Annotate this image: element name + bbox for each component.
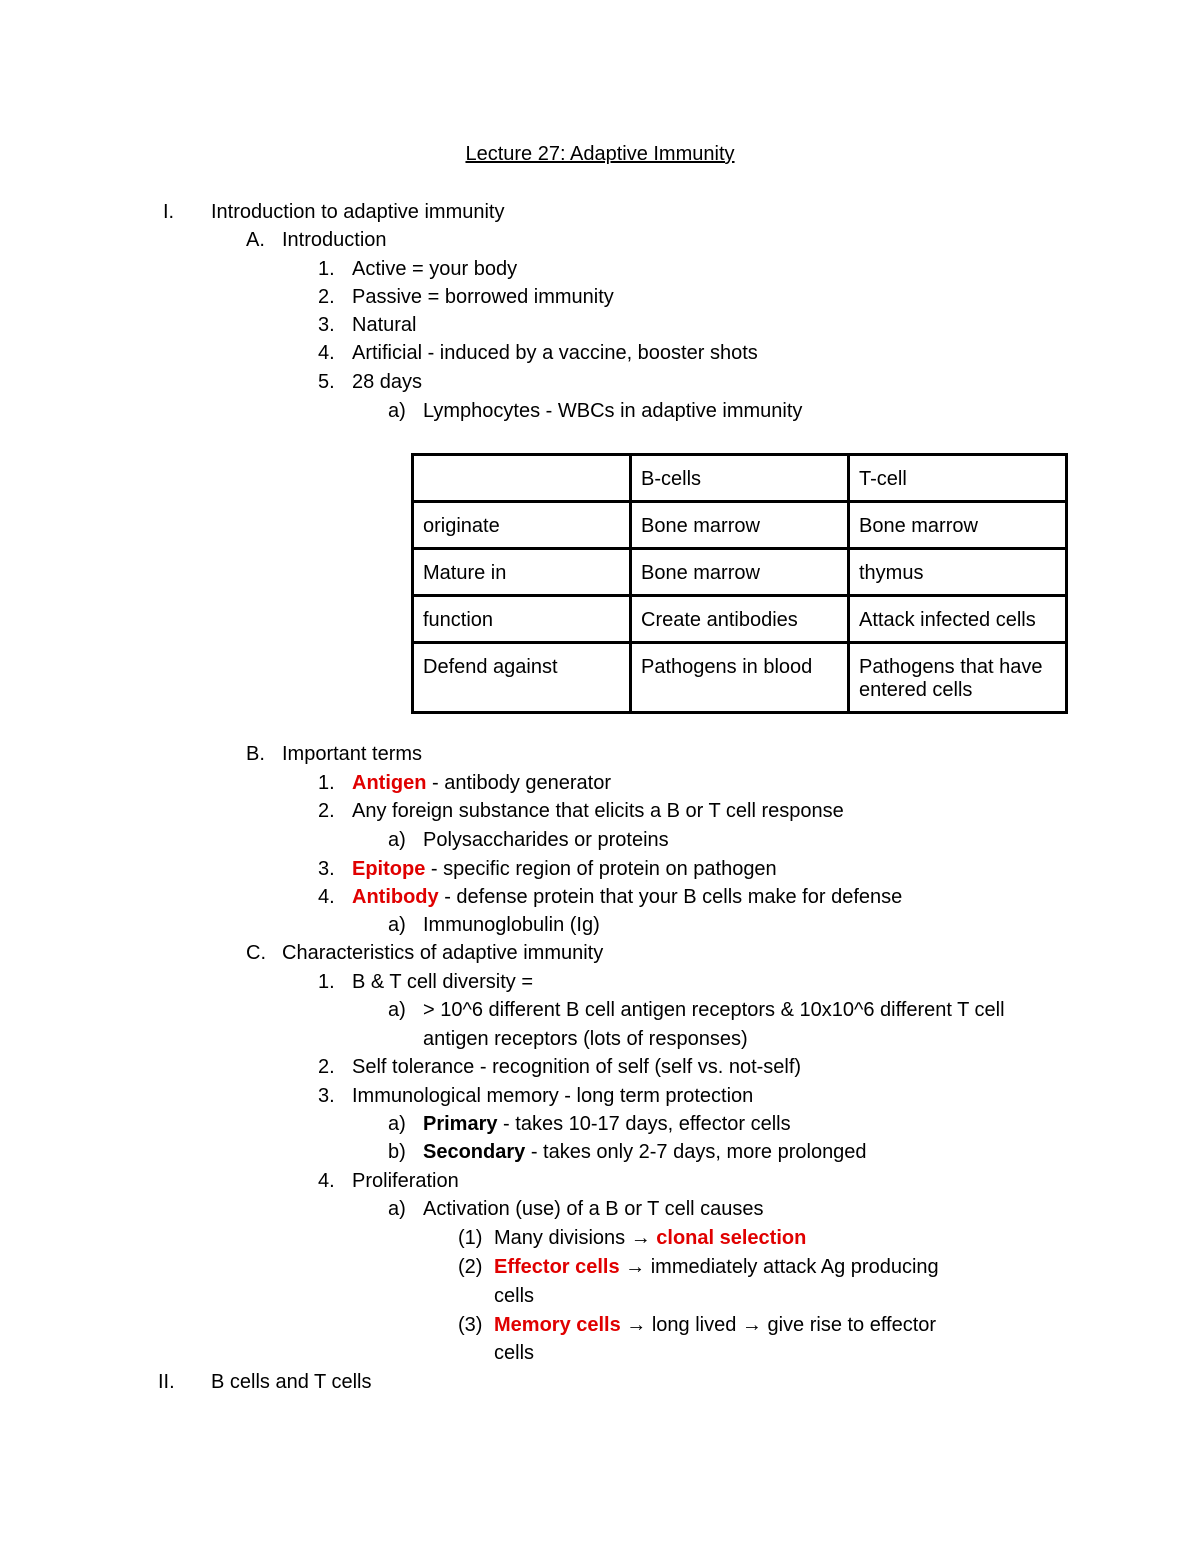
outline-number: 1. <box>318 772 335 794</box>
outline-number: (3) <box>458 1314 483 1336</box>
table-row <box>413 549 1067 596</box>
outline-number: 3. <box>318 858 335 880</box>
table-cell: Bone marrow <box>631 502 849 549</box>
outline-item: Immunological memory - long term protection <box>352 1085 754 1107</box>
outline-item: Lymphocytes - WBCs in adaptive immunity <box>423 400 803 422</box>
outline-number: 2. <box>318 800 335 822</box>
table-row <box>413 596 1067 643</box>
outline-item <box>352 771 611 795</box>
outline-number: A. <box>246 229 265 251</box>
table-cell: Defend against <box>413 643 631 713</box>
key-term: Primary <box>423 1113 498 1135</box>
outline-item: Activation (use) of a B or T cell causes <box>423 1198 764 1220</box>
outline-item: Self tolerance - recognition of self (self vs. not-self) <box>352 1056 802 1078</box>
table-cell: Mature in <box>413 549 631 596</box>
outline-number: 5. <box>318 371 335 393</box>
outline-number: 1. <box>318 971 335 993</box>
outline-number: a) <box>388 1198 406 1220</box>
key-term: Secondary <box>423 1141 526 1163</box>
outline-item: > 10^6 different B cell antigen receptors & 10x10^6 different T cell <box>423 999 1005 1021</box>
key-term: Memory cells <box>494 1314 621 1336</box>
outline-number: 4. <box>318 886 335 908</box>
table-header-row <box>413 455 1067 502</box>
outline-number: B. <box>246 743 265 765</box>
key-term: Antibody <box>352 886 439 908</box>
table-cell: Pathogens that have entered cells <box>849 643 1067 713</box>
table-cell: Bone marrow <box>631 549 849 596</box>
outline-subheading: Introduction <box>282 229 387 251</box>
outline-item: Passive = borrowed immunity <box>352 286 614 308</box>
key-term: Effector cells <box>494 1256 620 1278</box>
outline-number: (1) <box>458 1227 483 1249</box>
outline-number: a) <box>388 829 406 851</box>
outline-number: C. <box>246 942 266 964</box>
table-cell: originate <box>413 502 631 549</box>
outline-item: Artificial - induced by a vaccine, booster shots <box>352 342 758 364</box>
outline-item: Polysaccharides or proteins <box>423 829 669 851</box>
term-definition: - antibody generator <box>426 772 611 794</box>
table-header-cell <box>413 455 631 502</box>
outline-number: b) <box>388 1141 406 1163</box>
table-cell: Bone marrow <box>849 502 1067 549</box>
outline-number: (2) <box>458 1256 483 1278</box>
page-title: Lecture 27: Adaptive Immunity <box>465 143 735 165</box>
outline-number: 3. <box>318 314 335 336</box>
table-cell: Attack infected cells <box>849 596 1067 643</box>
outline-item: Any foreign substance that elicits a B or T cell response <box>352 800 844 822</box>
term-definition: → immediately attack Ag producing <box>619 1256 939 1278</box>
outline-number: 3. <box>318 1085 335 1107</box>
outline-number: I. <box>163 201 175 223</box>
outline-item: 28 days <box>352 371 423 393</box>
outline-item-continued: antigen receptors (lots of responses) <box>423 1028 748 1050</box>
table-row <box>413 643 1067 713</box>
outline-heading: Introduction to adaptive immunity <box>211 201 505 223</box>
outline-item-continued: cells <box>494 1342 535 1364</box>
outline-number: 2. <box>318 1056 335 1078</box>
outline-item <box>494 1255 939 1279</box>
lymphocyte-comparison-table <box>411 453 1068 714</box>
term-definition: - specific region of protein on pathogen <box>425 858 777 880</box>
outline-number: a) <box>388 999 406 1021</box>
outline-item <box>352 857 777 881</box>
outline-item: Proliferation <box>352 1170 459 1192</box>
outline-item: Natural <box>352 314 417 336</box>
outline-heading: B cells and T cells <box>211 1371 372 1393</box>
outline-item <box>352 885 902 909</box>
table-cell: Create antibodies <box>631 596 849 643</box>
key-term: clonal selection <box>656 1227 807 1249</box>
outline-item: Active = your body <box>352 258 518 280</box>
outline-number: 2. <box>318 286 335 308</box>
outline-number: a) <box>388 914 406 936</box>
outline-item <box>423 1112 791 1136</box>
key-term: Epitope <box>352 858 426 880</box>
term-definition: → long lived → give rise to effector <box>620 1314 937 1336</box>
outline-item <box>423 1140 867 1164</box>
outline-subheading: Important terms <box>282 743 423 765</box>
table-cell: thymus <box>849 549 1067 596</box>
outline-item <box>494 1226 806 1250</box>
outline-number: 1. <box>318 258 335 280</box>
term-definition: - defense protein that your B cells make for defense <box>438 886 903 908</box>
key-term: Antigen <box>352 772 427 794</box>
table-header-cell: B-cells <box>631 455 849 502</box>
outline-item-continued: cells <box>494 1285 535 1307</box>
outline-number: 4. <box>318 342 335 364</box>
table-cell: Pathogens in blood <box>631 643 849 713</box>
table-header-cell: T-cell <box>849 455 1067 502</box>
outline-number: II. <box>158 1371 175 1393</box>
item-text: Many divisions → <box>494 1227 657 1249</box>
outline-number: a) <box>388 400 406 422</box>
outline-item: B & T cell diversity = <box>352 971 533 993</box>
outline-number: 4. <box>318 1170 335 1192</box>
outline-item: Immunoglobulin (Ig) <box>423 914 600 936</box>
table-row <box>413 502 1067 549</box>
table-cell: function <box>413 596 631 643</box>
outline-number: a) <box>388 1113 406 1135</box>
outline-subheading: Characteristics of adaptive immunity <box>282 942 604 964</box>
outline-item <box>494 1313 936 1337</box>
term-definition: - takes only 2-7 days, more prolonged <box>525 1141 867 1163</box>
term-definition: - takes 10-17 days, effector cells <box>497 1113 791 1135</box>
